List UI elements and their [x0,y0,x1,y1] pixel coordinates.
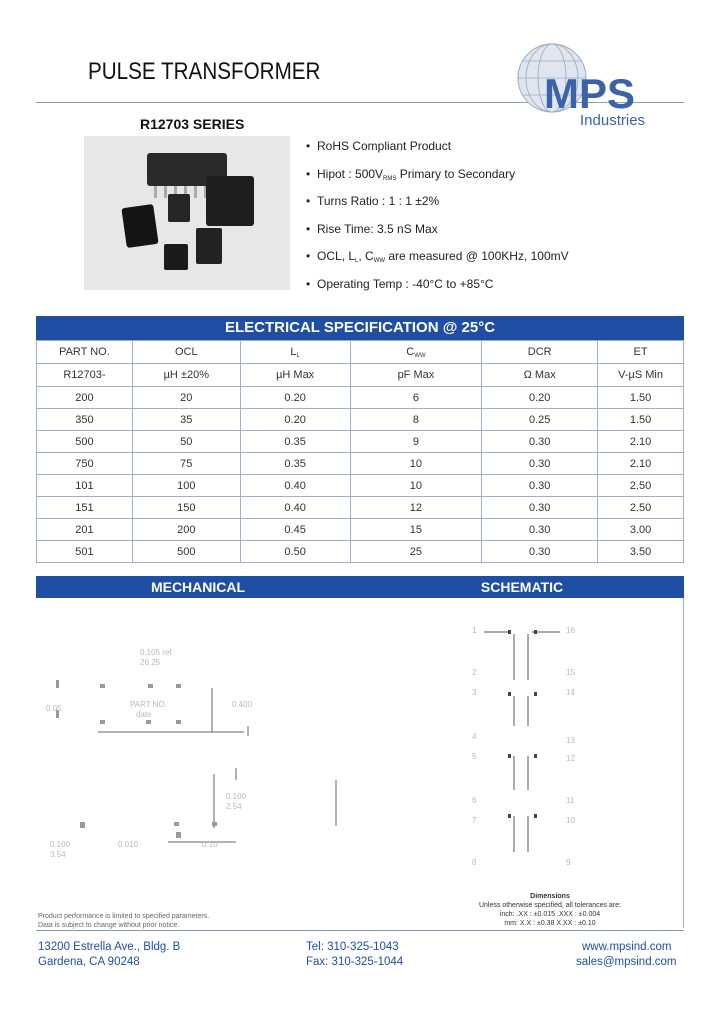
table-cell: pF Max [350,364,482,387]
table-cell: 0.30 [482,519,598,541]
feature-item: • RoHS Compliant Product [306,139,452,153]
table-cell: 100 [132,475,240,497]
series-label: R12703 SERIES [140,116,245,132]
table-cell: 0.20 [240,387,350,409]
feature-item: • Operating Temp : -40°C to +85°C [306,276,494,291]
table-row [37,431,684,453]
table-cell: 0.30 [482,453,598,475]
table-cell: 500 [37,431,133,453]
logo-brand: MPS [544,70,636,117]
table-cell: Ω Max [482,364,598,387]
table-cell: µH ±20% [132,364,240,387]
email-link[interactable]: sales@mpsind.com [576,956,677,968]
table-cell: 1.50 [598,387,684,409]
website-link[interactable]: www.mpsind.com [582,941,672,953]
product-photo [84,136,290,290]
page-title: PULSE TRANSFORMER [88,58,321,85]
table-cell: 2.10 [598,431,684,453]
address-line2: Gardena, CA 90248 [38,956,140,968]
table-cell: 15 [350,519,482,541]
table-cell: 12 [350,497,482,519]
table-cell: 0.35 [240,453,350,475]
table-cell: 2.10 [598,453,684,475]
table-cell: PART NO. [37,341,133,364]
table-row [37,475,684,497]
feature-item: • OCL, $L_L$, $C_{WW}$ are measured @ 100KHz, 100mV [306,249,569,265]
phone: Tel: 310-325-1043 [306,941,399,953]
table-cell: 0.20 [240,409,350,431]
table-cell: µH Max [240,364,350,387]
table-cell: R12703- [37,364,133,387]
table-cell: 0.20 [482,387,598,409]
table-cell: 0.30 [482,497,598,519]
feature-item: • Hipot : $500V_{RMS}$ Primary to Secondary [306,166,516,182]
table-cell: $C_{WW}$ [350,341,482,364]
table-cell: 8 [350,409,482,431]
table-cell: 501 [37,541,133,563]
table-units-row [37,364,684,387]
table-cell: 20 [132,387,240,409]
table-cell: 0.45 [240,519,350,541]
table-cell: 0.25 [482,409,598,431]
electrical-spec-title: ELECTRICAL SPECIFICATION @ 25°C [36,316,684,340]
mechanical-drawing [36,600,356,900]
address-line1: 13200 Estrella Ave., Bldg. B [38,941,181,953]
table-cell: 200 [132,519,240,541]
table-cell: 500 [132,541,240,563]
table-header-row [37,341,684,364]
table-cell: 0.50 [240,541,350,563]
footer-rule [36,930,684,931]
table-cell: 10 [350,475,482,497]
table-cell: 200 [37,387,133,409]
table-cell: 25 [350,541,482,563]
table-cell: 101 [37,475,133,497]
table-row [37,519,684,541]
table-cell: V-µS Min [598,364,684,387]
table-cell: 0.40 [240,475,350,497]
footnote: Product performance is limited to specified parameters. Data is subject to change without prior notice. [38,913,210,929]
table-cell: ET [598,341,684,364]
table-cell: 0.35 [240,431,350,453]
table-cell: 75 [132,453,240,475]
table-cell: 0.30 [482,475,598,497]
mps-logo [510,36,680,131]
table-cell: 150 [132,497,240,519]
table-cell: DCR [482,341,598,364]
table-cell: 10 [350,453,482,475]
table-cell: 1.50 [598,409,684,431]
dimension-tolerances: Dimensions Unless otherwise specified, all tolerances are: inch: .XX : ±0.015 .XXX : ±0.004 mm: X.X : ±0.38 X.XX : ±0.10 [478,893,621,927]
fax: Fax: 310-325-1044 [306,956,404,968]
table-cell: 50 [132,431,240,453]
table-cell: 6 [350,387,482,409]
table-cell: 350 [37,409,133,431]
electrical-spec-table [36,340,684,563]
table-row [37,497,684,519]
table-cell: 35 [132,409,240,431]
mechanical-title: MECHANICAL [36,576,360,598]
table-row [37,409,684,431]
table-cell: OCL [132,341,240,364]
table-row [37,541,684,563]
table-row [37,453,684,475]
table-cell: 0.30 [482,541,598,563]
table-cell: $L_L$ [240,341,350,364]
table-cell: 2.50 [598,497,684,519]
table-cell: 9 [350,431,482,453]
schematic-title: SCHEMATIC [360,576,684,598]
table-cell: 201 [37,519,133,541]
table-cell: 2.50 [598,475,684,497]
table-cell: 3.50 [598,541,684,563]
feature-item: • Turns Ratio : 1 : 1 ±2% [306,194,440,209]
logo-sub: Industries [580,112,646,129]
table-cell: 0.30 [482,431,598,453]
table-cell: 151 [37,497,133,519]
table-cell: 750 [37,453,133,475]
table-row [37,387,684,409]
schematic-drawing [460,620,600,870]
table-cell: 0.40 [240,497,350,519]
feature-list [306,138,569,304]
feature-item: • Rise Time: 3.5 nS Max [306,221,438,236]
table-cell: 3.00 [598,519,684,541]
